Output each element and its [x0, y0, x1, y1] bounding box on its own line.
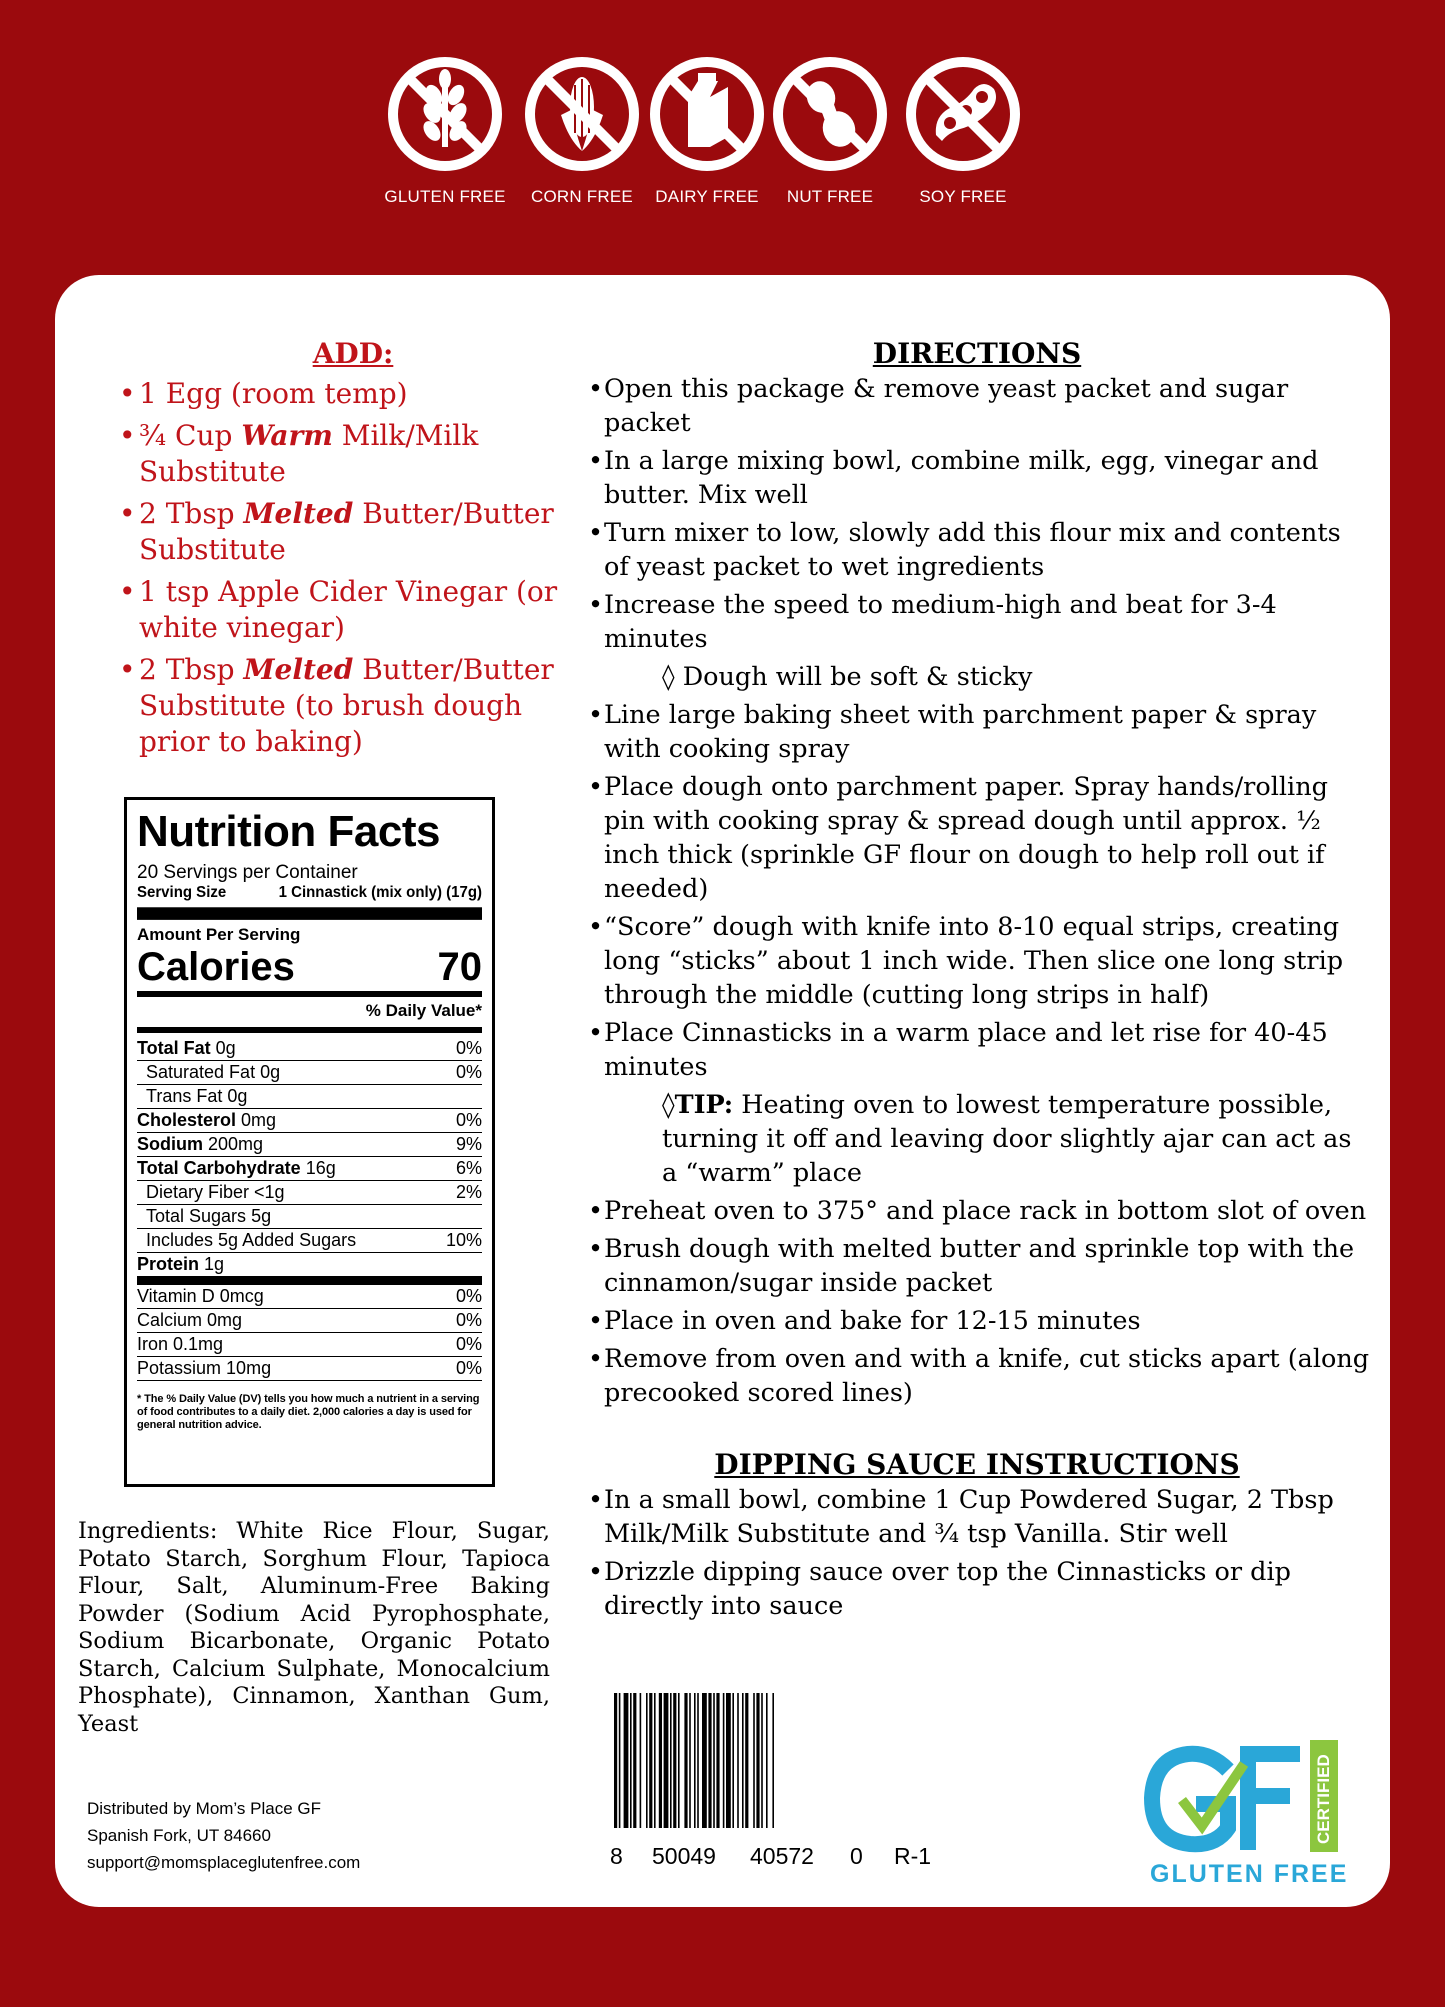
allergen-label: DAIRY FREE	[655, 187, 759, 206]
nutrient-row: Cholesterol 0mg 0%	[137, 1109, 482, 1133]
gf-check-icon	[1140, 1740, 1360, 1860]
allergen-icons	[380, 55, 1100, 235]
certified-text: CERTIFIED	[1314, 1754, 1333, 1844]
dairy-free-badge	[642, 55, 772, 207]
nutrient-row: Total Carbohydrate 16g 6%	[137, 1157, 482, 1181]
content-panel	[55, 275, 1390, 1907]
servings-per-container: 20 Servings per Container	[137, 862, 358, 883]
allergen-label: GLUTEN FREE	[384, 187, 506, 206]
direction-step: • “Score” dough with knife into 8-10 equal strips, creating long “sticks” about 1 inch wide. Then slice one long strip through the middle (cutting long strips in half)	[582, 910, 1372, 1012]
add-item: • ¾ Cup Warm Milk/Milk Substitute	[123, 418, 583, 490]
nutrient-row: Potassium 10mg 0%	[137, 1357, 482, 1381]
barcode-bars	[610, 1693, 850, 1838]
direction-step: • Line large baking sheet with parchment paper & spray with cooking spray	[582, 698, 1372, 766]
soybean-icon	[904, 55, 1022, 173]
direction-step: • Preheat oven to 375° and place rack in bottom slot of oven	[582, 1194, 1372, 1228]
nutrient-row: Protein 1g	[137, 1253, 482, 1285]
nutrient-row: Total Sugars 5g	[137, 1205, 482, 1229]
amount-per-serving: Amount Per Serving	[137, 925, 301, 944]
corn-icon	[523, 55, 641, 173]
nutrient-row: Saturated Fat 0g 0%	[137, 1061, 482, 1085]
add-section	[123, 337, 583, 766]
add-list	[123, 376, 583, 760]
nut-free-badge	[765, 55, 895, 207]
calories-row	[137, 945, 482, 997]
nutrient-row: Sodium 200mg 9%	[137, 1133, 482, 1157]
direction-step: • Turn mixer to low, slowly add this flour mix and contents of yeast packet to wet ingredients	[582, 516, 1372, 584]
barcode-digit: 0	[850, 1843, 863, 1869]
nutrition-footnote: * The % Daily Value (DV) tells you how much a nutrient in a serving of food contributes to a daily diet. 2,000 calories a day is used for general nutrition advice.	[137, 1393, 480, 1431]
directions-list	[582, 372, 1372, 1410]
serving-size-value: 1 Cinnastick (mix only) (17g)	[278, 883, 482, 901]
peanut-icon	[771, 55, 889, 173]
gluten-free-certified-logo	[1140, 1740, 1360, 1890]
nutrient-row: Calcium 0mg 0%	[137, 1309, 482, 1333]
daily-value-header: % Daily Value*	[137, 997, 482, 1033]
nutrient-row: Includes 5g Added Sugars 10%	[137, 1229, 482, 1253]
direction-step: • Increase the speed to medium-high and beat for 3-4 minutes	[582, 588, 1372, 656]
nutrient-row: Trans Fat 0g	[137, 1085, 482, 1109]
gluten-free-logo-text: GLUTEN FREE	[1150, 1860, 1349, 1888]
barcode-digit: 8	[610, 1843, 623, 1869]
soy-free-badge	[898, 55, 1028, 207]
barcode-digit: 50049	[652, 1843, 716, 1869]
add-title: ADD:	[312, 337, 394, 370]
directions-section	[582, 337, 1372, 1627]
allergen-label: CORN FREE	[531, 187, 633, 206]
dipping-step: • In a small bowl, combine 1 Cup Powdered Sugar, 2 Tbsp Milk/Milk Substitute and ¾ tsp Vanilla. Stir well	[582, 1483, 1372, 1551]
direction-step: • Remove from oven and with a knife, cut sticks apart (along precooked scored lines)	[582, 1342, 1372, 1410]
direction-step: • Brush dough with melted butter and sprinkle top with the cinnamon/sugar inside packet	[582, 1232, 1372, 1300]
calories-value: 70	[437, 945, 482, 989]
direction-tip: ◊TIP: Heating oven to lowest temperature possible, turning it off and leaving door slightly ajar can act as a “warm” place	[662, 1090, 1352, 1188]
barcode-revision: R-1	[894, 1843, 932, 1869]
direction-step: • In a large mixing bowl, combine milk, egg, vinegar and butter. Mix well	[582, 444, 1372, 512]
add-item: • 1 Egg (room temp)	[123, 376, 583, 412]
direction-step: • Place Cinnasticks in a warm place and let rise for 40-45 minutes	[582, 1016, 1372, 1084]
milk-carton-icon	[648, 55, 766, 173]
distributor-line: Distributed by Mom’s Place GF	[87, 1799, 321, 1818]
distributor-address: Spanish Fork, UT 84660	[87, 1826, 271, 1845]
serving-size-label: Serving Size	[137, 883, 227, 901]
add-item: • 1 tsp Apple Cider Vinegar (or white vinegar)	[123, 574, 583, 646]
wheat-icon	[386, 55, 504, 173]
add-item: • 2 Tbsp Melted Butter/Butter Substitute	[123, 496, 583, 568]
nutrient-row: Vitamin D 0mcg 0%	[137, 1285, 482, 1309]
distributor-info	[87, 1795, 487, 1876]
support-email: support@momsplaceglutenfree.com	[87, 1853, 361, 1872]
directions-title: DIRECTIONS	[872, 337, 1082, 370]
gluten-free-badge	[380, 55, 510, 207]
nutrition-facts-panel	[124, 797, 495, 1487]
nutrient-rows	[137, 1037, 482, 1381]
direction-step: • Place dough onto parchment paper. Spray hands/rolling pin with cooking spray & spread dough until approx. ½ inch thick (sprinkle GF flour on dough to help roll out if needed)	[582, 770, 1372, 906]
allergen-label: SOY FREE	[919, 187, 1007, 206]
add-item: • 2 Tbsp Melted Butter/Butter Substitute (to brush dough prior to baking)	[123, 652, 583, 760]
nutrient-row: Iron 0.1mg 0%	[137, 1333, 482, 1357]
direction-step: • Place in oven and bake for 12-15 minutes	[582, 1304, 1372, 1338]
corn-free-badge	[517, 55, 647, 207]
dipping-sauce-title: DIPPING SAUCE INSTRUCTIONS	[714, 1448, 1240, 1481]
serving-size	[137, 883, 482, 920]
nutrient-row: Total Fat 0g 0%	[137, 1037, 482, 1061]
barcode-digit: 40572	[750, 1843, 814, 1869]
barcode	[610, 1693, 960, 1883]
nutrition-title: Nutrition Facts	[137, 807, 440, 856]
dipping-step: • Drizzle dipping sauce over top the Cinnasticks or dip directly into sauce	[582, 1555, 1372, 1623]
nutrient-row: Dietary Fiber <1g 2%	[137, 1181, 482, 1205]
dipping-sauce-list	[582, 1483, 1372, 1623]
direction-step: • Open this package & remove yeast packet and sugar packet	[582, 372, 1372, 440]
allergen-label: NUT FREE	[786, 187, 874, 206]
ingredients-text: Ingredients: White Rice Flour, Sugar, Potato Starch, Sorghum Flour, Tapioca Flour, Salt, Aluminum-Free Baking Powder (Sodium Acid Pyrophosphate, Sodium Bicarbonate, Organic Potato Starch, Calcium Sulphate, Monocalcium Phosphate), Cinnamon, Xanthan Gum, Yeast	[78, 1518, 550, 1737]
calories-label: Calories	[137, 945, 295, 989]
direction-note: ◊ Dough will be soft & sticky	[662, 662, 1033, 692]
